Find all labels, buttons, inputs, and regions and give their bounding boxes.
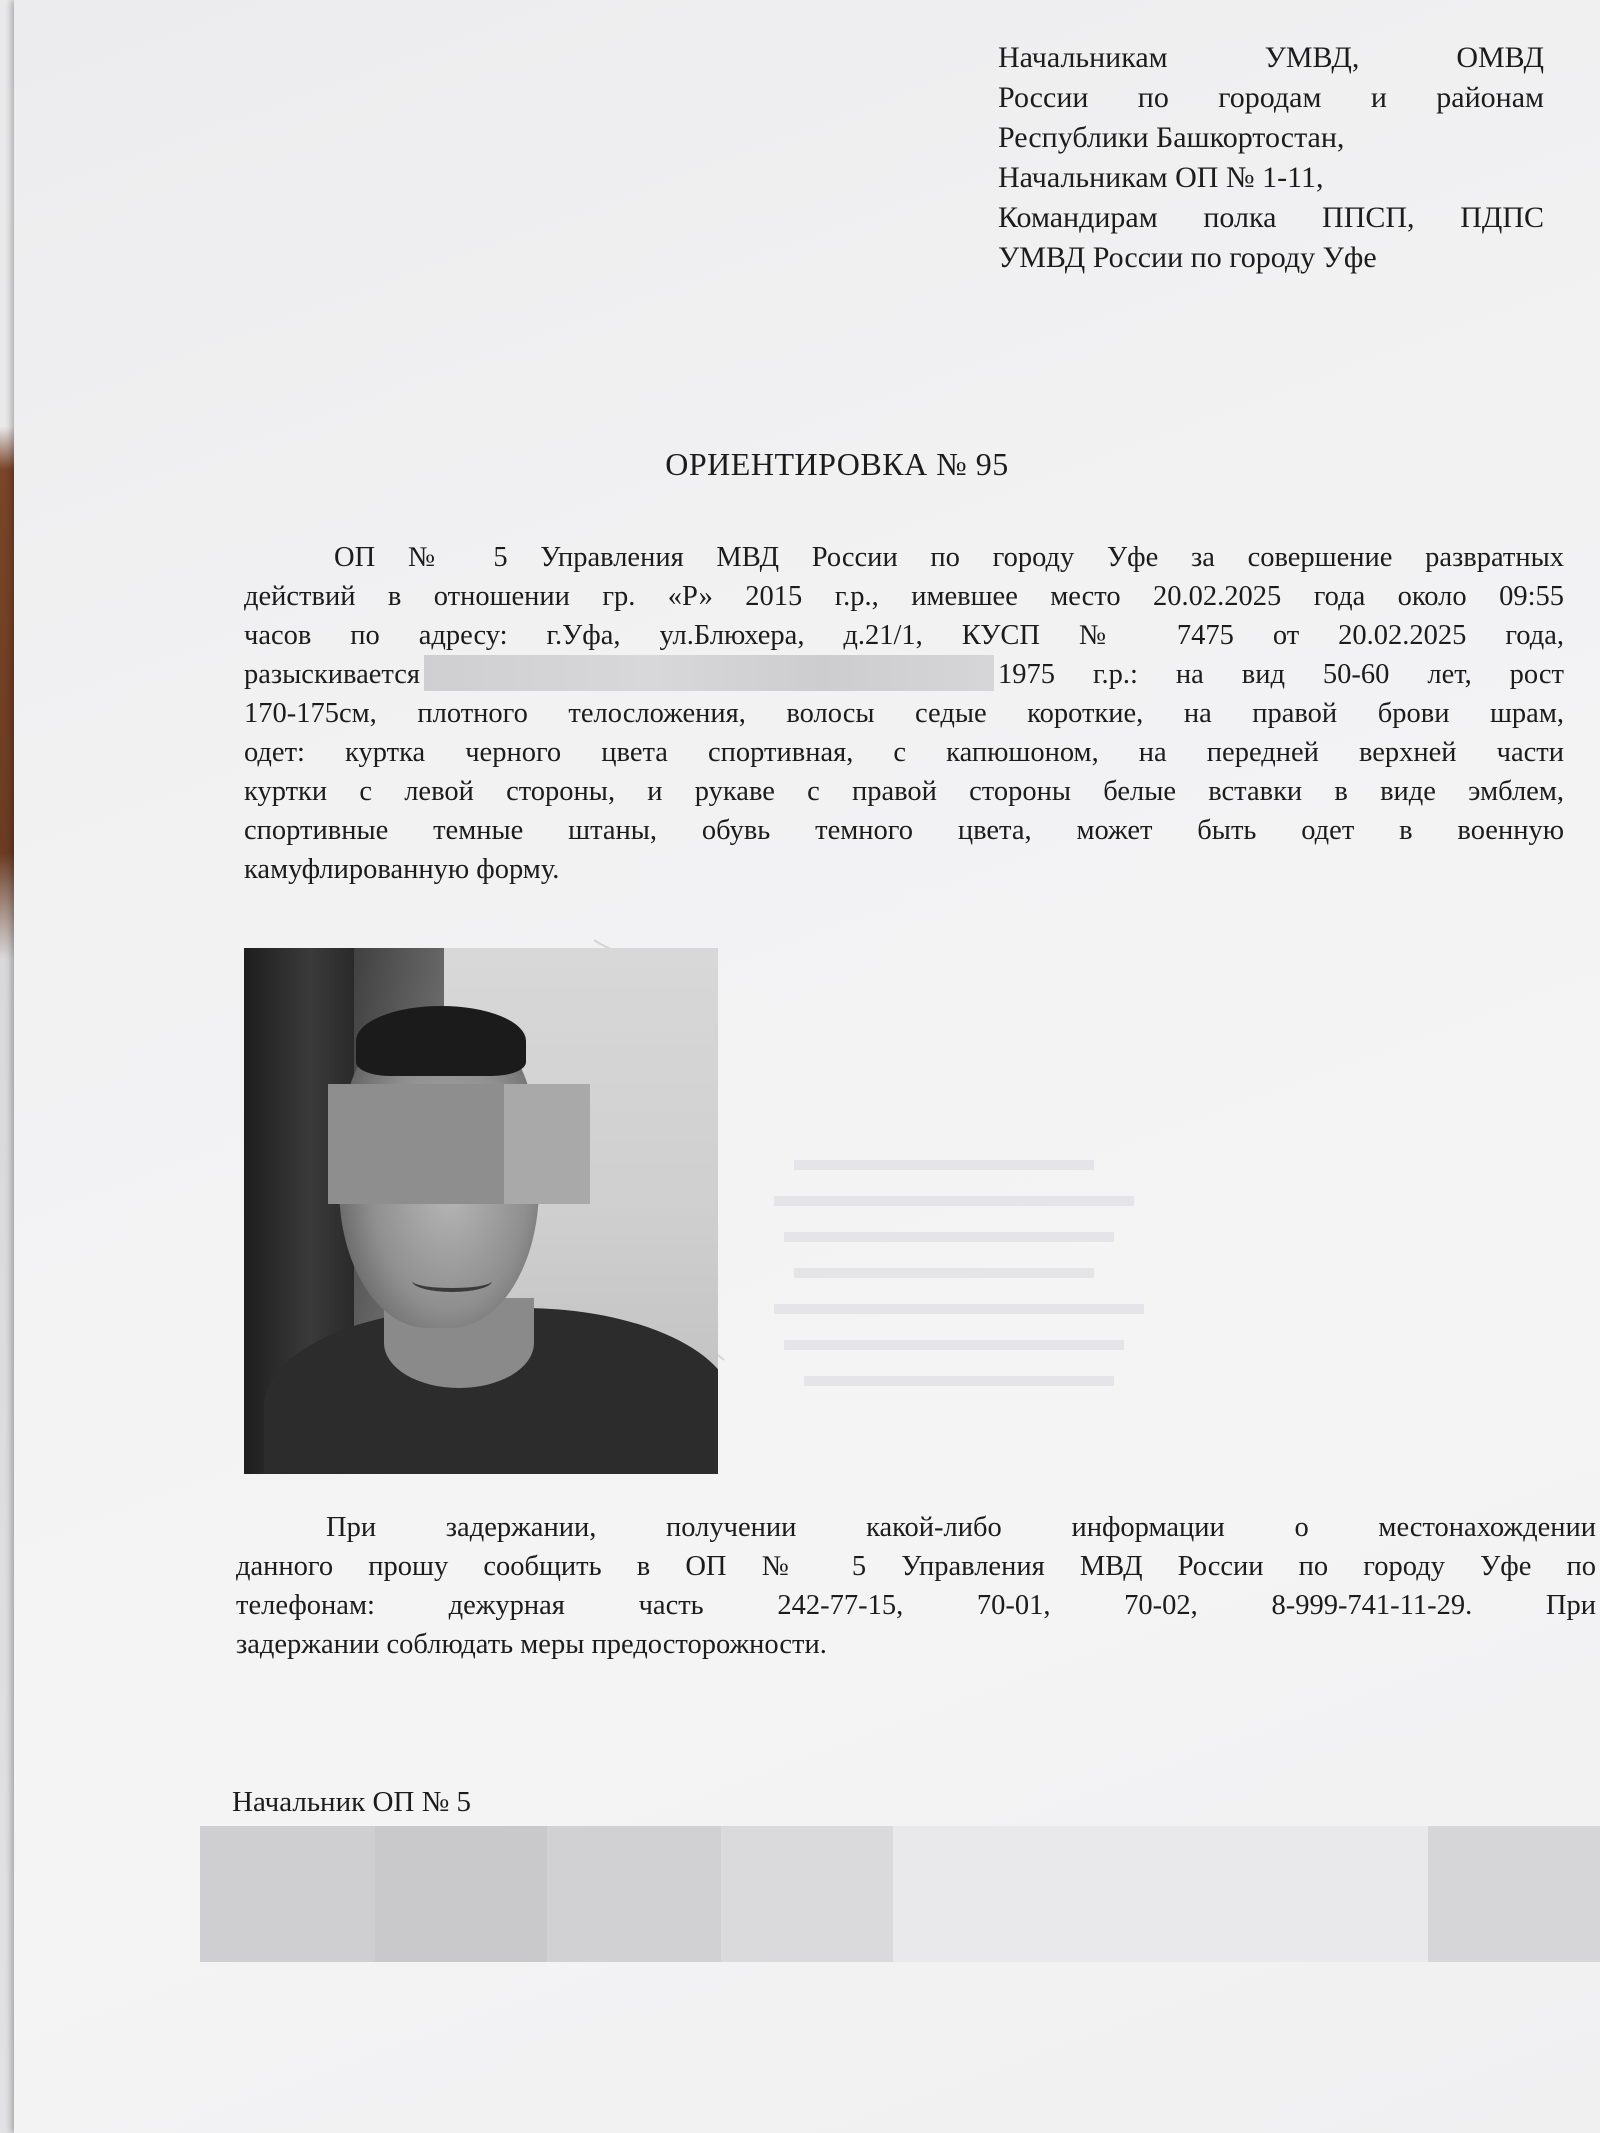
paragraph-line: задержании соблюдать меры предосторожности.: [236, 1629, 827, 1660]
paragraph-line: действий в отношении гр. «Р» 2015 г.р., имевшее место 20.02.2025 года около 09:55: [244, 581, 1564, 612]
contact-instructions-paragraph: [236, 1508, 1596, 1664]
eye-redaction-right: [504, 1084, 590, 1204]
redaction-segment: [200, 1826, 375, 1962]
photo-hair: [356, 1006, 526, 1076]
paragraph-line: 170-175см, плотного телосложения, волосы седые короткие, на правой брови шрам,: [244, 698, 1564, 729]
redaction-segment: [1428, 1826, 1600, 1962]
photo-mouth: [412, 1270, 492, 1292]
paragraph-line: одет: куртка черного цвета спортивная, с капюшоном, на передней верхней части: [244, 737, 1564, 768]
document-sheet: [14, 0, 1600, 2133]
paragraph-line: камуфлированную форму.: [244, 854, 560, 885]
redacted-signature-area: [200, 1826, 1600, 1966]
addressee-line-5: Командирам полка ППСП, ПДПС: [998, 201, 1544, 234]
suspect-photo: [244, 948, 718, 1474]
paragraph-line-wanted: [244, 655, 1564, 694]
addressee-line-2: России по городам и районам: [998, 81, 1544, 114]
addressee-line-4: Начальникам ОП № 1-11,: [998, 161, 1324, 194]
addressee-line-6: УМВД России по городу Уфе: [998, 241, 1377, 274]
wanted-description-paragraph: [244, 538, 1564, 889]
redaction-segment: [375, 1826, 547, 1962]
paragraph-line: данного прошу сообщить в ОП № 5 Управления МВД России по городу Уфе по: [236, 1551, 1596, 1582]
paragraph-line: куртки с левой стороны, и рукаве с правой стороны белые вставки в виде эмблем,: [244, 776, 1564, 807]
redacted-name: [424, 655, 994, 691]
addressee-line-3: Республики Башкортостан,: [998, 121, 1345, 154]
wanted-prefix: разыскивается: [244, 659, 420, 690]
paragraph-line: телефонам: дежурная часть 242-77-15, 70-01, 70-02, 8-999-741-11-29. При: [236, 1590, 1596, 1621]
paragraph-line: При задержании, получении какой-либо информации о местонахождении: [326, 1512, 1596, 1543]
paragraph-line: часов по адресу: г.Уфа, ул.Блюхера, д.21/1, КУСП № 7475 от 20.02.2025 года,: [244, 620, 1564, 651]
paragraph-line: ОП № 5 Управления МВД России по городу Уфе за совершение развратных: [334, 542, 1564, 573]
addressee-line-1: Начальникам УМВД, ОМВД: [998, 41, 1544, 74]
signature-position: Начальник ОП № 5: [232, 1786, 471, 1818]
addressee-block: [998, 38, 1544, 278]
redaction-segment: [721, 1826, 893, 1962]
document-title: ОРИЕНТИРОВКА № 95: [665, 446, 1009, 482]
paragraph-line: спортивные темные штаны, обувь темного цвета, может быть одет в военную: [244, 815, 1564, 846]
eye-redaction-left: [328, 1084, 504, 1204]
redaction-segment: [547, 1826, 721, 1962]
wanted-suffix: 1975 г.р.: на вид 50-60 лет, рост: [998, 659, 1564, 690]
